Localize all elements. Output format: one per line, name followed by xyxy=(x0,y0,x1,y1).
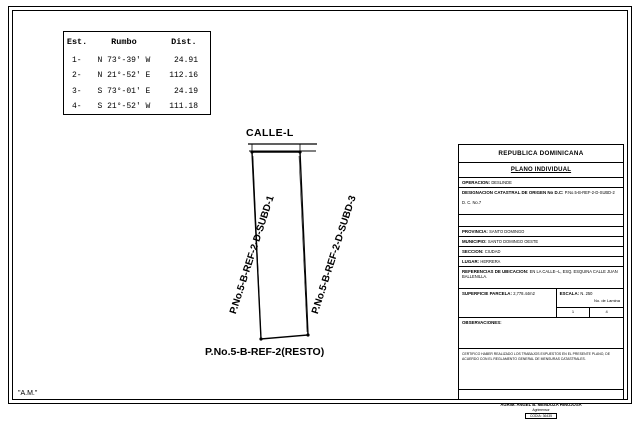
field-municipio xyxy=(459,237,623,247)
cell-est: 3- xyxy=(72,86,82,96)
sheet-number-label: No. de Lamina xyxy=(593,298,620,303)
title-block xyxy=(458,144,624,418)
certification-text: CERTIFICO HABER REALIZADO LOS TRABAJOS EXPUESTOS EN EL PRESENTE PLANO, DE ACUERDO CON EL REGLAMENTO GENERAL DE MENSURAS CATASTRALES. xyxy=(459,349,623,390)
cell-est: 4- xyxy=(72,101,82,111)
table-row xyxy=(64,99,210,114)
bearing-distance-table xyxy=(63,31,211,115)
table-row xyxy=(64,68,210,83)
corner-point xyxy=(306,333,309,336)
surveyor-signature-block xyxy=(459,390,623,432)
field-operacion xyxy=(459,178,623,188)
field-superficie-label: SUPERFICIE PARCELA: xyxy=(462,291,512,296)
cell-rumbo: N 73°-39' W xyxy=(97,55,151,65)
corner-point xyxy=(259,337,262,340)
table-row xyxy=(64,53,210,68)
cell-rumbo: S 21°-52' W xyxy=(97,101,151,111)
field-referencias-ubicacion xyxy=(459,267,623,289)
field-seccion-value: CIUDAD xyxy=(484,249,501,254)
surveyor-code: CODIA: 36435 xyxy=(525,413,557,419)
field-escala xyxy=(557,289,623,317)
field-municipio-value: SANTO DOMINGO OESTE xyxy=(487,239,539,244)
field-operacion-label: OPERACION: xyxy=(462,180,491,185)
field-municipio-label: MUNICIPIO: xyxy=(462,239,487,244)
area-scale-row xyxy=(459,289,623,318)
cell-est: 1- xyxy=(72,55,82,65)
field-operacion-value: DESLINDE xyxy=(491,180,512,185)
table-row xyxy=(64,83,210,98)
street-name-label: CALLE-L xyxy=(246,127,294,139)
field-seccion xyxy=(459,247,623,257)
cell-dist: 111.18 xyxy=(169,101,198,111)
cell-dist: 24.19 xyxy=(173,86,198,96)
field-designacion-value: P.No.5-B-REF-2-D-SUBD-2 xyxy=(564,190,615,195)
field-spacer xyxy=(459,215,623,227)
surveyor-name: AGRIM. ANGEL B. MENDOZA HINOJOSA xyxy=(500,402,582,407)
column-header-rumbo: Rumbo xyxy=(111,36,137,47)
field-observaciones xyxy=(459,318,623,349)
field-referencias-label: REFERENCIAS DE UBICACION: xyxy=(462,269,529,274)
field-provincia-value: SANTO DOMINGO xyxy=(489,229,525,234)
field-seccion-label: SECCION: xyxy=(462,249,484,254)
field-observaciones-label: OBSERVACIONES: xyxy=(462,320,502,325)
cell-dist: 24.91 xyxy=(173,55,198,65)
parcel-drawing xyxy=(195,120,395,370)
cell-rumbo: S 73°-01' E xyxy=(97,86,151,96)
field-lugar xyxy=(459,257,623,267)
surveyor-initials: "A.M." xyxy=(18,390,38,397)
parcel-label-resto: P.No.5-B-REF-2(RESTO) xyxy=(205,346,325,358)
surveyor-title: Agrimensor xyxy=(532,408,550,412)
field-provincia xyxy=(459,227,623,237)
field-escala-value: N. 250 xyxy=(580,291,593,296)
field-escala-label: ESCALA: xyxy=(559,291,580,296)
parcel-label-subd-1: P.No.5-B-REF-2-D-SUBD-1 xyxy=(228,194,277,316)
column-header-est: Est. xyxy=(66,36,88,47)
field-provincia-label: PROVINCIA: xyxy=(462,229,488,234)
title-block-country: REPUBLICA DOMINICANA xyxy=(459,145,623,163)
sheet-number-current: 1 xyxy=(557,308,591,317)
cell-rumbo: N 21°-52' E xyxy=(97,71,151,81)
field-designacion-value2: D. C. No.7 xyxy=(462,200,482,205)
corner-point xyxy=(298,150,301,153)
table-header-row xyxy=(64,32,210,53)
title-block-plan-type: PLANO INDIVIDUAL xyxy=(459,163,623,178)
field-lugar-value: HERRERA xyxy=(480,259,501,264)
sheet-number-total: 4 xyxy=(605,309,608,314)
parcel-label-subd-3: P.No.5-B-REF-2-D-SUBD-3 xyxy=(310,194,359,316)
field-superficie xyxy=(459,289,557,317)
cell-dist: 112.16 xyxy=(169,71,198,81)
field-designacion-label: DESIGNACION CATASTRAL DE ORIGEN No D.C: xyxy=(462,190,564,195)
field-designacion-catastral xyxy=(459,188,623,215)
corner-point xyxy=(250,150,253,153)
cell-est: 2- xyxy=(72,71,82,81)
field-referencias-value: EN LA CALLE--L, ESQ. ESQUINA CALLE JUAN BALLENILLA. xyxy=(462,269,618,279)
field-superficie-value: 2,778.44m2 xyxy=(513,291,535,296)
parcel-inner-line xyxy=(299,156,307,332)
field-lugar-label: LUGAR: xyxy=(462,259,480,264)
column-header-dist: Dist. xyxy=(171,36,197,47)
sheet-number-cells xyxy=(557,307,623,317)
